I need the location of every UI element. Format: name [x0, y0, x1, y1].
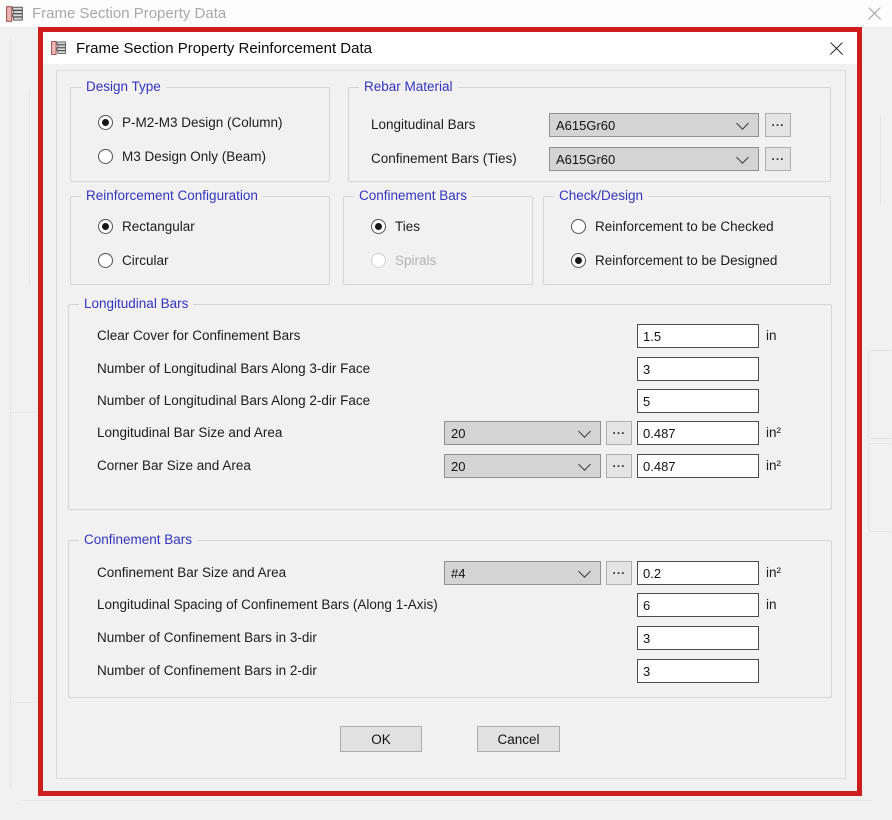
radio-pm2m3-design-column[interactable]: P-M2-M3 Design (Column)	[98, 111, 283, 133]
dropdown-value: A615Gr60	[556, 151, 616, 167]
radio-reinforcement-to-be-checked[interactable]: Reinforcement to be Checked	[571, 215, 774, 237]
chevron-down-icon	[736, 117, 749, 130]
longitudinal-bars-material-browse-button[interactable]: ...	[765, 113, 791, 137]
longitudinal-bar-size-browse-button[interactable]: ...	[606, 421, 632, 445]
confinement-bar-size-label: Confinement Bar Size and Area	[97, 565, 287, 580]
confinement-bars-material-browse-button[interactable]: ...	[765, 147, 791, 171]
corner-bar-area-input[interactable]	[637, 454, 759, 478]
frame-section-property-reinforcement-dialog	[38, 27, 862, 796]
background-artifact	[29, 90, 30, 285]
longitudinal-bar-area-input[interactable]	[637, 421, 759, 445]
group-reinforcement-configuration	[70, 188, 330, 285]
longitudinal-bar-size-label: Longitudinal Bar Size and Area	[97, 425, 283, 440]
background-artifact	[868, 443, 892, 532]
confinement-bars-3dir-input[interactable]	[637, 626, 759, 650]
longitudinal-bars-material-select[interactable]	[549, 113, 759, 137]
radio-disabled-icon	[371, 253, 386, 268]
radio-ties[interactable]: Ties	[371, 215, 420, 237]
confinement-bar-size-select[interactable]	[444, 561, 601, 585]
chevron-down-icon	[578, 458, 591, 471]
close-icon	[867, 6, 882, 21]
radio-rectangular[interactable]: Rectangular	[98, 215, 195, 237]
app-icon	[51, 40, 67, 56]
confinement-bars-2dir-input[interactable]	[637, 659, 759, 683]
dialog-titlebar	[43, 32, 857, 64]
radio-checked-icon	[571, 253, 586, 268]
chevron-down-icon	[736, 151, 749, 164]
dropdown-value: #4	[451, 565, 466, 581]
group-label: Rebar Material	[359, 79, 458, 94]
group-design-type	[70, 79, 330, 182]
confinement-spacing-input[interactable]	[637, 593, 759, 617]
corner-bar-size-label: Corner Bar Size and Area	[97, 458, 251, 473]
unit-label: in²	[766, 458, 782, 473]
dialog-body	[43, 64, 857, 791]
group-longitudinal-bars	[68, 296, 832, 510]
clear-cover-label: Clear Cover for Confinement Bars	[97, 328, 301, 343]
radio-unchecked-icon	[98, 253, 113, 268]
radio-unchecked-icon	[98, 149, 113, 164]
radio-m3-design-only-beam[interactable]: M3 Design Only (Beam)	[98, 145, 266, 167]
confinement-bar-area-input[interactable]	[637, 561, 759, 585]
confinement-bars-2dir-label: Number of Confinement Bars in 2-dir	[97, 663, 317, 678]
radio-reinforcement-to-be-designed[interactable]: Reinforcement to be Designed	[571, 249, 777, 271]
background-artifact	[20, 800, 872, 801]
group-confinement-bars-type	[343, 188, 533, 285]
group-check-design	[543, 188, 831, 285]
unit-label: in²	[766, 565, 782, 580]
radio-circular[interactable]: Circular	[98, 249, 169, 271]
group-label: Confinement Bars	[354, 188, 472, 203]
radio-checked-icon	[371, 219, 386, 234]
group-rebar-material	[348, 79, 831, 182]
dialog-close-button[interactable]	[823, 36, 849, 60]
clear-cover-input[interactable]	[637, 324, 759, 348]
corner-bar-size-browse-button[interactable]: ...	[606, 454, 632, 478]
background-artifact	[868, 350, 892, 439]
outer-window-title: Frame Section Property Data	[32, 5, 227, 22]
unit-label: in	[766, 328, 777, 343]
confinement-bars-material-select[interactable]	[549, 147, 759, 171]
outer-close-button[interactable]	[862, 2, 886, 24]
bars-along-2dir-label: Number of Longitudinal Bars Along 2-dir Face	[97, 393, 371, 408]
radio-spirals-disabled: Spirals	[371, 249, 436, 271]
group-label: Confinement Bars	[79, 532, 197, 547]
radio-checked-icon	[98, 219, 113, 234]
ok-button[interactable]: OK	[340, 726, 422, 752]
bars-along-3dir-label: Number of Longitudinal Bars Along 3-dir Face	[97, 361, 371, 376]
group-label: Design Type	[81, 79, 166, 94]
confinement-spacing-label: Longitudinal Spacing of Confinement Bars (Along 1-Axis)	[97, 597, 438, 612]
group-label: Reinforcement Configuration	[81, 188, 263, 203]
background-artifact	[10, 412, 38, 413]
dropdown-value: A615Gr60	[556, 117, 616, 133]
longitudinal-bar-size-select[interactable]	[444, 421, 601, 445]
group-label: Longitudinal Bars	[79, 296, 193, 311]
bars-along-3dir-input[interactable]	[637, 357, 759, 381]
radio-checked-icon	[98, 115, 113, 130]
corner-bar-size-select[interactable]	[444, 454, 601, 478]
close-icon	[829, 41, 844, 56]
longitudinal-bars-material-label: Longitudinal Bars	[371, 117, 476, 132]
outer-window-titlebar	[0, 0, 892, 28]
confinement-bar-size-browse-button[interactable]: ...	[606, 561, 632, 585]
dialog-title: Frame Section Property Reinforcement Data	[76, 39, 372, 57]
confinement-bars-material-label: Confinement Bars (Ties)	[371, 151, 517, 166]
background-artifact	[10, 702, 38, 703]
unit-label: in²	[766, 425, 782, 440]
confinement-bars-3dir-label: Number of Confinement Bars in 3-dir	[97, 630, 317, 645]
dropdown-value: 20	[451, 458, 466, 474]
background-artifact	[880, 115, 881, 205]
chevron-down-icon	[578, 425, 591, 438]
dropdown-value: 20	[451, 425, 466, 441]
app-icon	[6, 5, 24, 23]
group-confinement-bars	[68, 532, 832, 698]
cancel-button[interactable]: Cancel	[477, 726, 560, 752]
radio-unchecked-icon	[571, 219, 586, 234]
bars-along-2dir-input[interactable]	[637, 389, 759, 413]
chevron-down-icon	[578, 565, 591, 578]
background-artifact	[10, 38, 11, 790]
group-label: Check/Design	[554, 188, 648, 203]
unit-label: in	[766, 597, 777, 612]
